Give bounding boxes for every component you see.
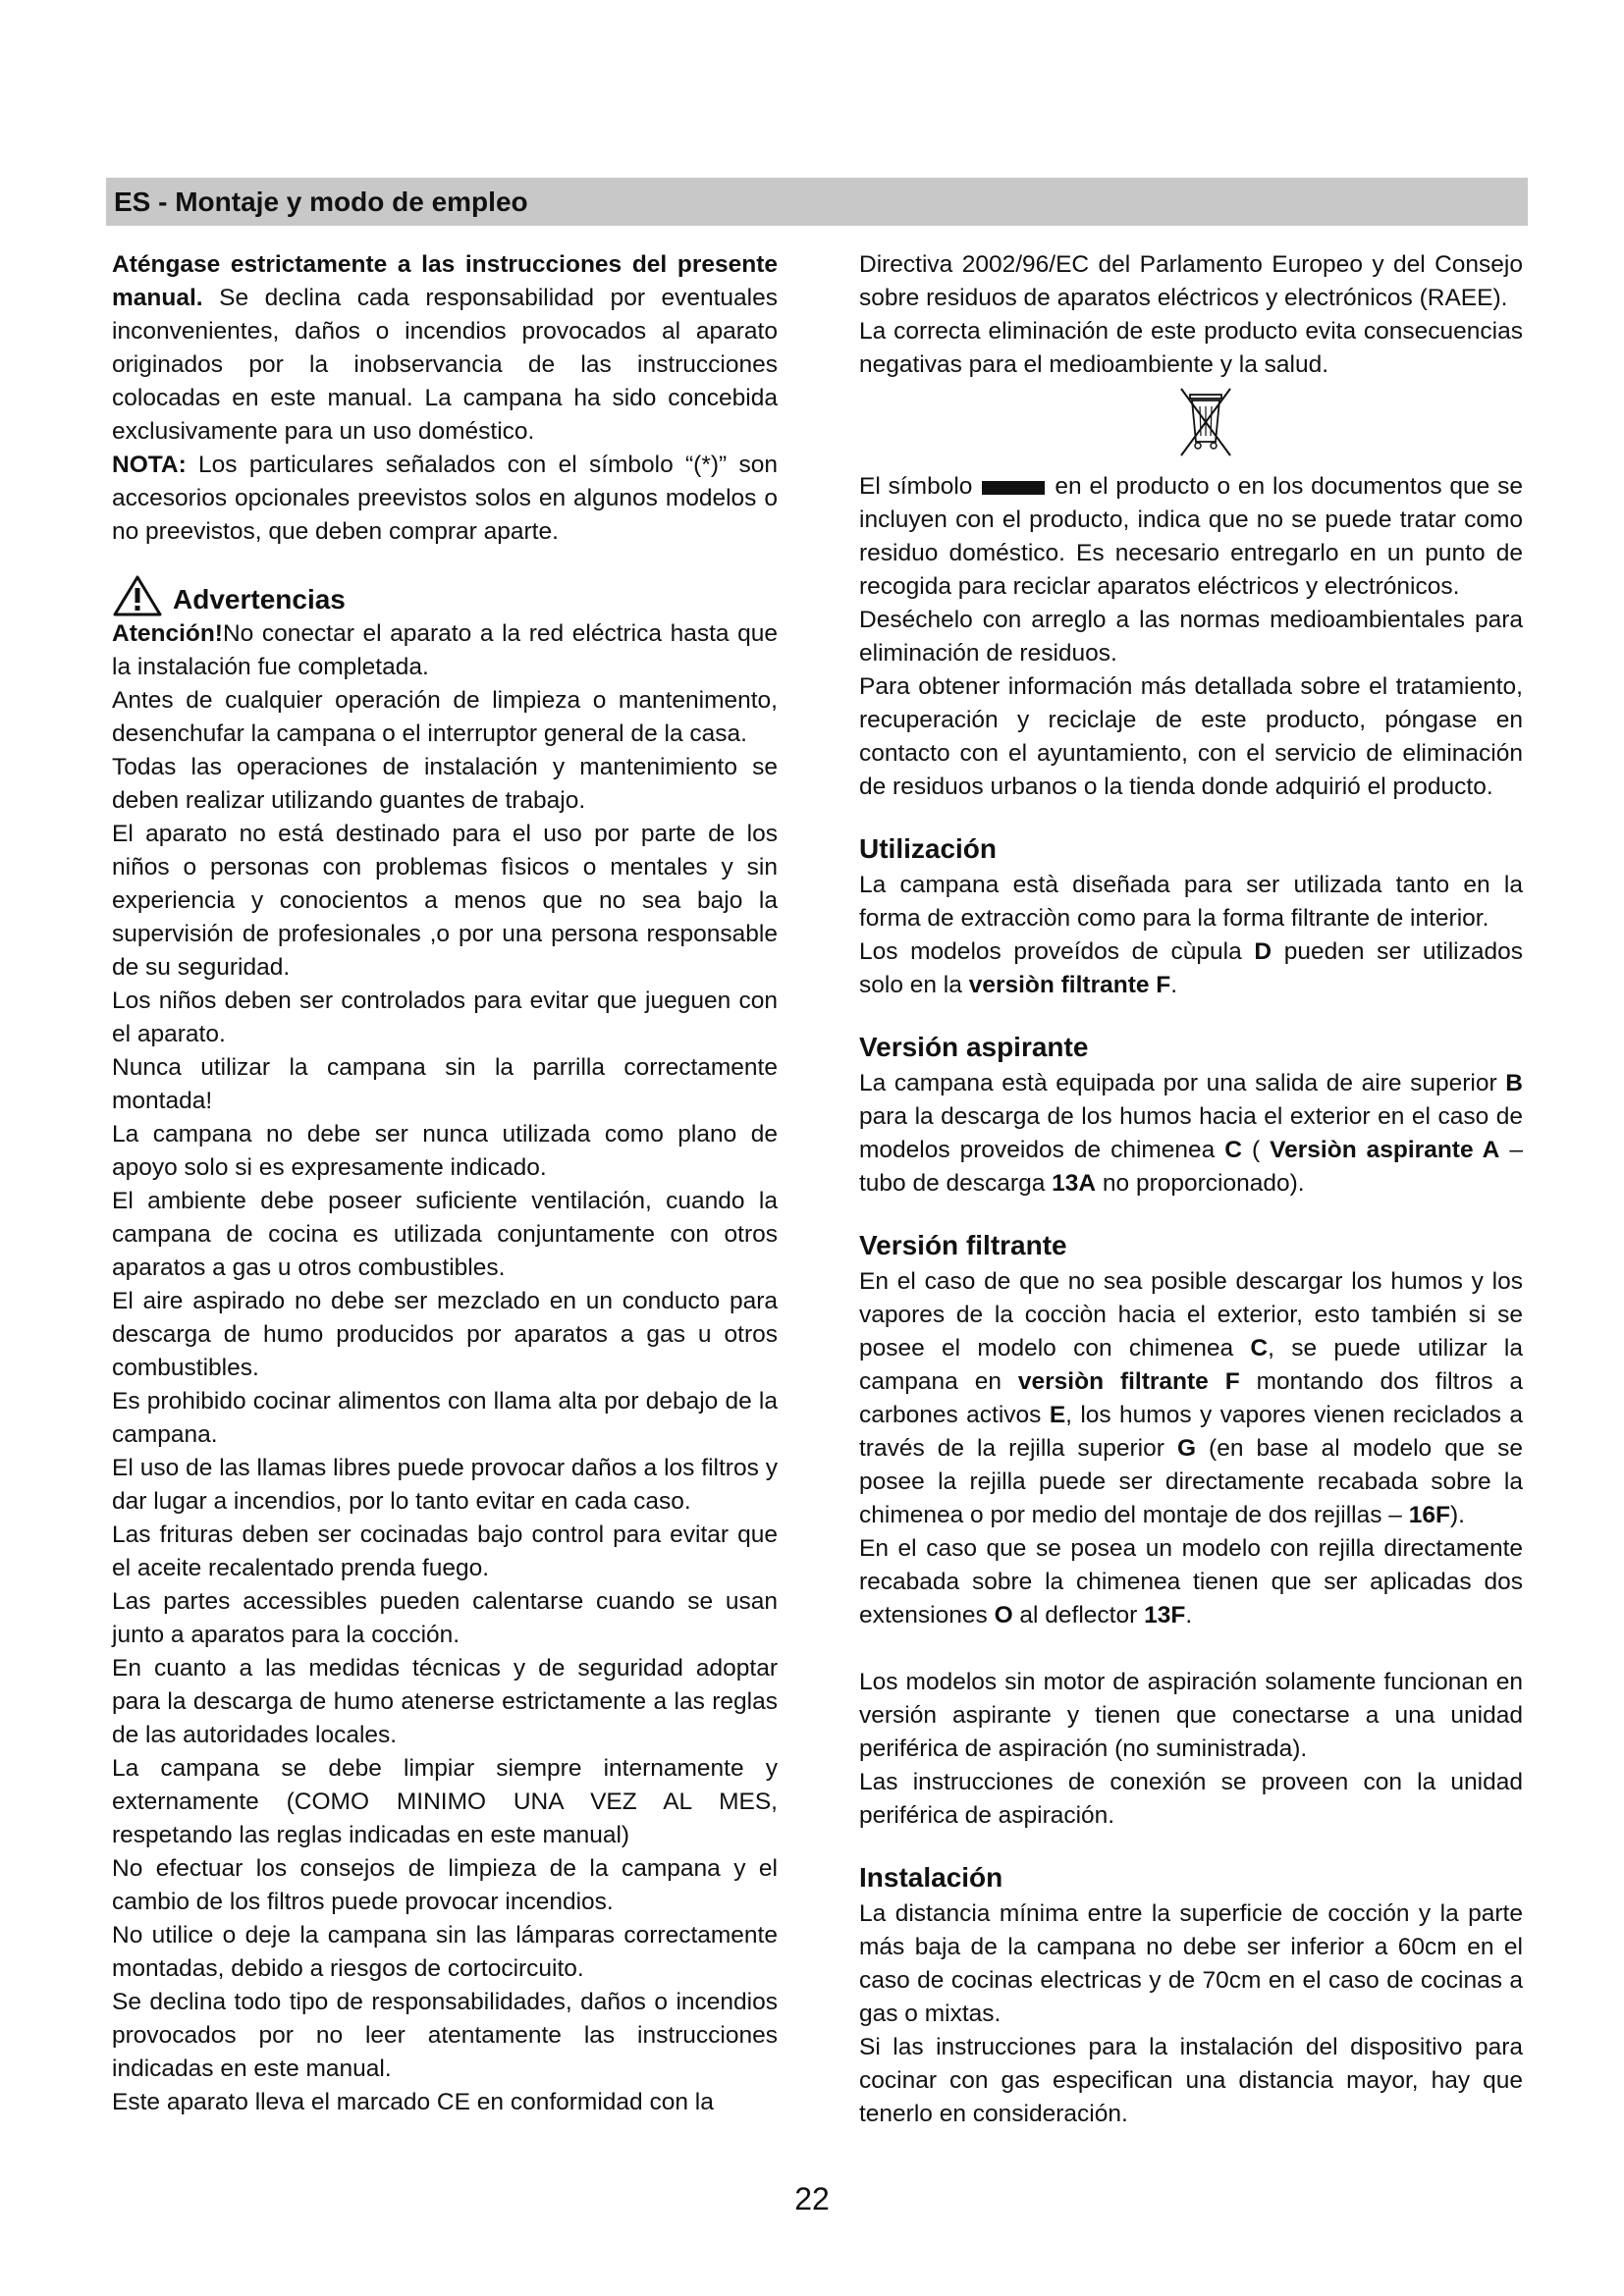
warning-paragraph: Antes de cualquier operación de limpieza o mantenimento, desenchufar la campana o el interruptor general de la casa.	[112, 687, 778, 747]
bold-span: C	[1250, 1335, 1269, 1362]
bold-span: 13A	[1052, 1170, 1097, 1197]
right-column	[859, 248, 1523, 2131]
text-span: La campana està equipada por una salida de aire superior	[859, 1070, 1506, 1096]
warning-paragraph: Las partes accessibles pueden calentarse cuando se usan junto a aparatos para la cocción.	[112, 1588, 778, 1648]
filtrante-paragraph	[859, 1265, 1523, 1532]
warning-paragraph: Este aparato lleva el marcado CE en conformidad con la	[112, 2089, 714, 2115]
section-header-bar	[106, 178, 1528, 226]
nota-paragraph	[112, 449, 778, 549]
text-span: .	[1185, 1602, 1193, 1629]
warning-paragraph: Es prohibido cocinar alimentos con llama alta por debajo de la campana.	[112, 1388, 778, 1448]
text-span: En el caso de que no sea posible descargar los humos y los vapores de la cocciòn hacia el exterior, esto también si se posee el modelo con chimenea	[859, 1268, 1523, 1362]
aspirante-title: Versión aspirante	[859, 1032, 1089, 1062]
warning-paragraph: Se declina todo tipo de responsabilidades, daños o incendios provocados por no leer atentamente las instrucciones indicadas en este manual.	[112, 1989, 778, 2082]
crossed-out-bin-icon	[1171, 387, 1240, 465]
intro-paragraph	[112, 248, 778, 449]
text-span: ).	[1449, 1502, 1465, 1528]
spacer	[859, 1632, 1523, 1666]
weee-bar-icon	[982, 481, 1045, 495]
atencion-paragraph	[112, 617, 778, 684]
text-span: – tubo de descarga	[859, 1137, 1523, 1197]
warning-paragraph: El aparato no está destinado para el uso por parte de los niños o personas con problemas fìsicos o mentales y sin experiencia y conocientos a menos que no sea bajo la supervisión de profesionales ,o por una persona responsable de su seguridad.	[112, 821, 778, 981]
utilizacion-paragraph-2	[859, 935, 1523, 1002]
text-span: al deflector	[1012, 1602, 1145, 1629]
text-span: Los modelos proveídos de cùpula	[859, 938, 1255, 965]
page-number: 22	[794, 2181, 830, 2216]
text-span: montando dos filtros a carbones activos	[859, 1368, 1523, 1428]
text-span: para la descarga de los humos hacia el exterior en el caso de modelos proveidos de chimenea	[859, 1103, 1523, 1163]
symbol-text-before: El símbolo	[859, 473, 973, 500]
bold-span: 16F	[1408, 1502, 1450, 1528]
warning-paragraph: En cuanto a las medidas técnicas y de seguridad adoptar para la descarga de humo atenerse estrictamente a las reglas de las autoridades locales.	[112, 1655, 778, 1748]
warning-paragraph: La campana se debe limpiar siempre internamente y externamente (COMO MINIMO UNA VEZ AL MES, respetando las reglas indicadas en este manual)	[112, 1755, 778, 1848]
filtrante-title: Versión filtrante	[859, 1230, 1067, 1260]
warning-paragraph: Los niños deben ser controlados para evitar que jueguen con el aparato.	[112, 988, 778, 1047]
nota-label: NOTA:	[112, 452, 187, 478]
instalacion-paragraph-2: Si las instrucciones para la instalación del dispositivo para cocinar con gas especifican una distancia mayor, hay que tenerlo en consideración.	[859, 2034, 1523, 2127]
text-span: , los humos y vapores vienen reciclados a través de la rejilla superior	[859, 1402, 1524, 1462]
warning-paragraph: El ambiente debe poseer suficiente ventilación, cuando la campana de cocina es utilizada conjuntamente con otros aparatos a gas u otros combustibles.	[112, 1188, 778, 1281]
utilizacion-title: Utilización	[859, 833, 998, 864]
intro-bold: Aténgase estrictamente a las instrucciones del presente manual.	[112, 251, 778, 311]
warning-paragraph: Nunca utilizar la campana sin la parrilla correctamente montada!	[112, 1054, 778, 1114]
bold-span: D	[1254, 938, 1272, 965]
warning-paragraph: Las frituras deben ser cocinadas bajo control para evitar que el aceite recalentado prenda fuego.	[112, 1522, 778, 1581]
text-span: no proporcionado).	[1096, 1170, 1305, 1197]
bold-span: O	[994, 1602, 1013, 1629]
warning-paragraph: No utilice o deje la campana sin las lámparas correctamente montadas, debido a riesgos de cortocircuito.	[112, 1922, 778, 1982]
atencion-text: No conectar el aparato a la red eléctrica hasta que la instalación fue completada.	[112, 620, 778, 680]
left-column	[112, 248, 778, 2119]
text-span: .	[1170, 972, 1178, 998]
symbol-paragraph	[859, 470, 1523, 604]
weee-symbol	[859, 382, 1523, 470]
intro-text: Se declina cada responsabilidad por eventuales inconvenientes, daños o incendios provocados al aparato originados por la inobservancia de las instrucciones colocadas en este manual. La campana ha sido concebida exclusivamente para un uso doméstico.	[112, 285, 778, 445]
warning-paragraph: El aire aspirado no debe ser mezclado en un conducto para descarga de humo producidos por aparatos a gas u otros combustibles.	[112, 1288, 778, 1381]
warning-paragraph: La campana no debe ser nunca utilizada como plano de apoyo solo si es expresamente indicado.	[112, 1121, 778, 1181]
no-motor-paragraph: Los modelos sin motor de aspiración solamente funcionan en versión aspirante y tienen que conectarse a una unidad periférica de aspiración (no suministrada).	[859, 1669, 1523, 1762]
bold-span: versiòn filtrante F	[1017, 1368, 1240, 1395]
dispose-paragraph: Deséchelo con arreglo a las normas medioambientales para eliminación de residuos.	[859, 607, 1523, 667]
atencion-label: Atención!	[112, 620, 223, 647]
section-title: ES - Montaje y modo de empleo	[114, 187, 528, 217]
text-span: , se puede utilizar la campana en	[859, 1335, 1524, 1395]
nota-text: Los particulares señalados con el símbolo “(*)” son accesorios opcionales preevistos solos en algunos modelos o no preevistos, que deben comprar aparte.	[112, 452, 778, 545]
directive-paragraph: Directiva 2002/96/EC del Parlamento Europeo y del Consejo sobre residuos de aparatos eléctricos y electrónicos (RAEE).	[859, 251, 1523, 311]
text-span: (en base al modelo que se posee la rejilla puede ser directamente recabada sobre la chimenea o por medio del montaje de dos rejillas –	[859, 1435, 1523, 1528]
bold-span: E	[1049, 1402, 1066, 1428]
warning-triangle-icon	[112, 574, 163, 617]
filtrante-paragraph-2	[859, 1532, 1523, 1632]
warning-paragraph: Todas las operaciones de instalación y mantenimiento se deben realizar utilizando guantes de trabajo.	[112, 754, 778, 814]
text-span: pueden ser utilizados solo en la	[859, 938, 1523, 998]
info-paragraph: Para obtener información más detallada sobre el tratamiento, recuperación y reciclaje de este producto, póngase en contacto con el ayuntamiento, con el servicio de eliminación de residuos urbanos o la tienda donde adquirió el producto.	[859, 673, 1523, 800]
connection-paragraph: Las instrucciones de conexión se proveen con la unidad periférica de aspiración.	[859, 1769, 1523, 1829]
warnings-title: Advertencias	[173, 584, 346, 614]
text-span: En el caso que se posea un modelo con rejilla directamente recabada sobre la chimenea tienen que ser aplicadas dos extensiones	[859, 1535, 1523, 1629]
bold-span: Versiòn aspirante A	[1270, 1137, 1500, 1163]
warnings-heading	[112, 568, 778, 617]
bold-span: G	[1176, 1435, 1197, 1462]
elimination-paragraph: La correcta eliminación de este producto evita consecuencias negativas para el medioambiente y la salud.	[859, 318, 1523, 378]
bold-span: C	[1224, 1137, 1242, 1163]
text-span: (	[1242, 1137, 1271, 1163]
symbol-text-after: en el producto o en los documentos que se incluyen con el producto, indica que no se puede tratar como residuo doméstico. Es necesario entregarlo en un punto de recogida para reciclar aparatos eléctricos y electrónicos.	[859, 473, 1523, 600]
bold-span: B	[1505, 1070, 1523, 1096]
aspirante-paragraph	[859, 1067, 1523, 1201]
warning-paragraph: No efectuar los consejos de limpieza de la campana y el cambio de los filtros puede provocar incendios.	[112, 1855, 778, 1915]
warning-paragraph: El uso de las llamas libres puede provocar daños a los filtros y dar lugar a incendios, por lo tanto evitar en cada caso.	[112, 1455, 778, 1515]
instalacion-paragraph: La distancia mínima entre la superficie de cocción y la parte más baja de la campana no debe ser inferior a 60cm en el caso de cocinas electricas y de 70cm en el caso de cocinas a gas o mixtas.	[859, 1900, 1523, 2027]
bold-span: 13F	[1144, 1602, 1186, 1629]
instalacion-title: Instalación	[859, 1862, 1003, 1893]
bold-span: versiòn filtrante F	[968, 972, 1171, 998]
utilizacion-paragraph: La campana està diseñada para ser utilizada tanto en la forma de extracciòn como para la forma filtrante de interior.	[859, 872, 1523, 932]
